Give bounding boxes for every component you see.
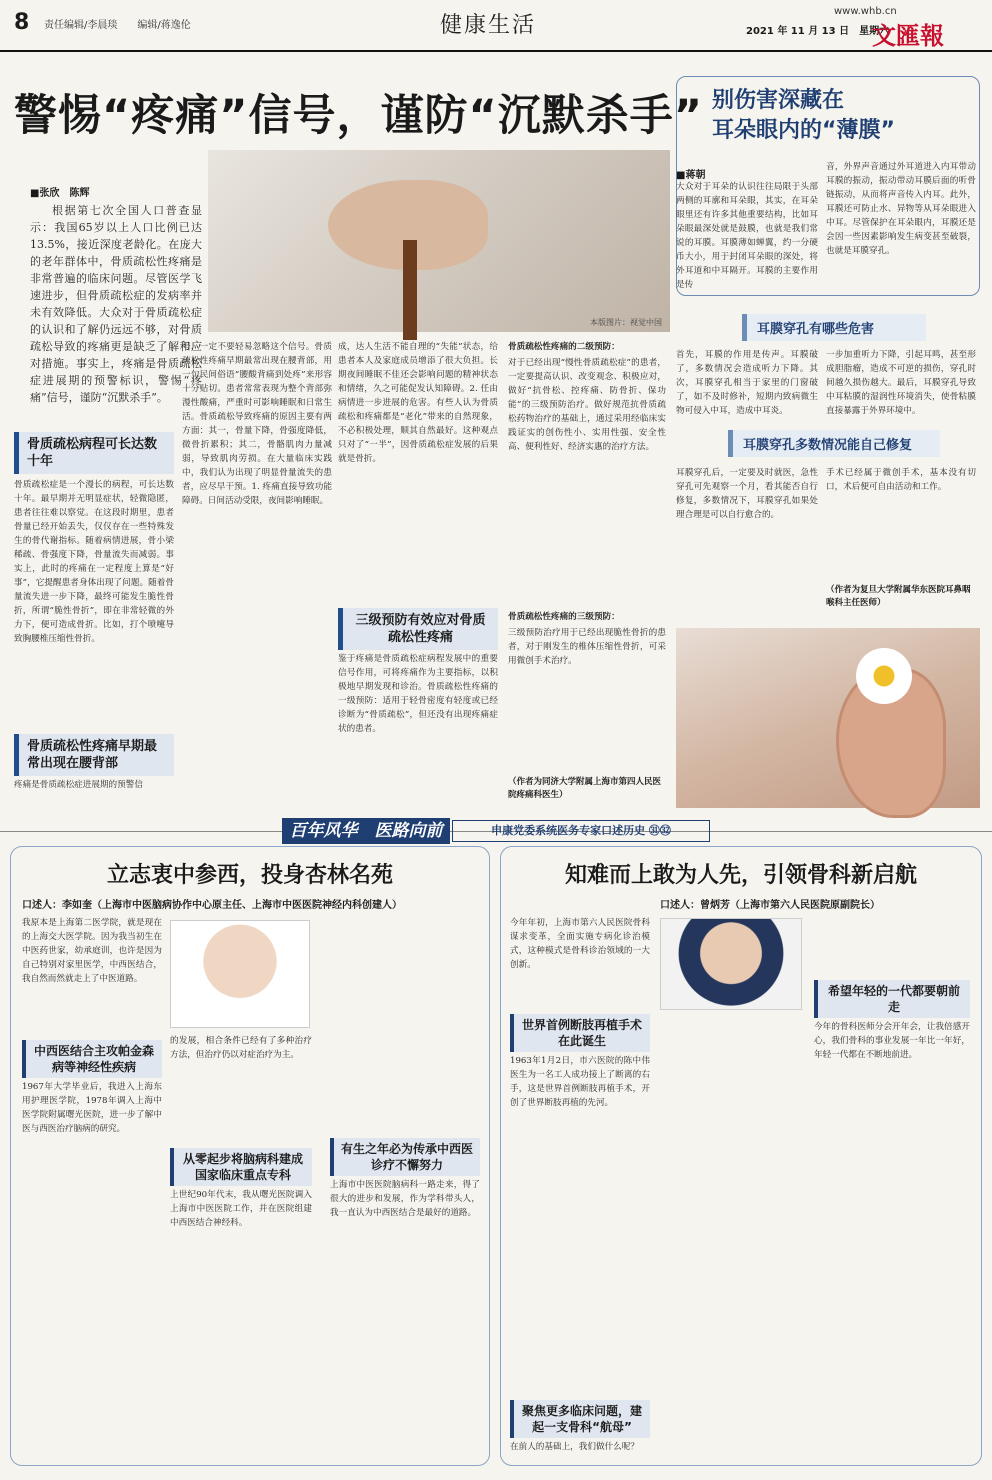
series-banner-title: 百年风华 医路向前	[282, 818, 450, 844]
story-right-subhead2: 聚焦更多临床问题，建起一支骨科“航母”	[510, 1400, 650, 1438]
story-right-text2: 1963年1月2日，市六医院的陈中伟医生为一名工人成功接上了断离的右手，这是世界首例断肢再植手术，开创了世界断肢再植的先河。	[510, 1056, 650, 1108]
page-editors: 责任编辑/李晨琰 编辑/蒋逸伦	[44, 20, 191, 31]
main-byline: ■张欣 陈辉	[30, 188, 90, 199]
col3-text: 成，达人生活不能自理的“失能”状态，给患者本人及家庭成员增添了很大负担。长期夜间睡眠不佳还会影响问题的精神状态和情绪，久之可能促发认知障碍。2. 任由病情进一步进展的危害。有些人认为骨质疏松和疼痛都是“老化”带来的自然现象，不必积极处理，顺其自然最好。这种观点只对了“一半”，因骨质疏松症发展的后果就是骨折。	[338, 342, 498, 464]
daisy-flower-shape	[856, 648, 912, 704]
section-title: 健康生活	[440, 13, 537, 38]
story-left-text1: 我原本是上海第二医学院，就是现在的上海交大医学院。因为我当初生在中医药世家，幼承庭训，也许是因为自己特别对家里医学，中西医结合，我自然而然就走上了中医道路。	[22, 918, 162, 984]
issue-date: 2021 年 11 月 13 日 星期六	[746, 26, 890, 37]
col4-tail: 三级预防治疗用于已经出现脆性骨折的患者，对于刚发生的椎体压缩性骨折，可采用微创手术治疗。	[508, 628, 666, 666]
cane-shaft-shape	[403, 240, 417, 340]
side-harm-text2: 一步加重听力下降，引起耳鸣，甚至形成胆脂瘤，造成不可逆的损伤，穿孔时间越久损伤越大。最后，耳膜穿孔导致中耳粘膜的湿润性环境消失，使骨粘膜直接暴露于外界环境中。	[826, 350, 976, 416]
story-left-text5: 上海市中医医院脑病科一路走来，得了很大的进步和发展，作为学科带头人，我一直认为中西医结合是最好的道路。	[330, 1180, 480, 1218]
story-left-subhead2: 从零起步将脑病科建成国家临床重点专科	[170, 1148, 312, 1186]
story-right-title: 知难而上敢为人先，引领骨科新启航	[564, 862, 917, 888]
story-left-text4: 上世纪90年代末，我从曙光医院调入上海市中医医院工作，并在医院组建中西医结合神经科。	[170, 1190, 312, 1228]
story-left-narrator: 口述人：李如奎（上海市中医脑病协作中心原主任、上海市中医医院神经内科创建人）	[22, 900, 402, 911]
cane-photo	[208, 150, 670, 332]
side-subhead-harm: 耳膜穿孔有哪些危害	[742, 314, 926, 341]
series-banner-subtitle: 申康党委系统医务专家口述历史 ㉛㉜	[452, 820, 710, 842]
subhead-prevention: 三级预防有效应对骨质疏松性疼痛	[338, 608, 498, 650]
subhead-course: 骨质疏松病程可长达数十年	[14, 432, 174, 474]
side-repair-text: 耳膜穿孔后，一定要及时就医，急性穿孔可先观察一个月，看其能否自行修复，多数情况下，耳膜穿孔如果处理合理是可以自行愈合的。	[676, 468, 818, 520]
side-subhead-repair: 耳膜穿孔多数情况能自己修复	[728, 430, 940, 457]
main-credit: （作者为同济大学附属上海市第四人民医院疼痛科医生）	[508, 777, 662, 800]
subhead-lowback: 骨质疏松性疼痛早期最常出现在腰背部	[14, 734, 174, 776]
page-number: 8	[14, 10, 30, 35]
story-right-narrator: 口述人：曾炳芳（上海市第六人民医院原副院长）	[660, 900, 880, 911]
side-title-line1: 别伤害深藏在	[712, 88, 845, 113]
story-left-subhead1: 中西医结合主攻帕金森病等神经性疾病	[22, 1040, 162, 1078]
portrait-li-rukui	[170, 920, 310, 1028]
side-title	[712, 86, 895, 146]
side-byline: ■蒋朝	[676, 170, 706, 181]
story-right-text4: 今年的骨科医师分会开年会，让我倍感开心，我们骨科的事业发展一年比一年好，年轻一代都在不断地前进。	[814, 1022, 970, 1060]
story-left-text3: 的发展，相合条件已经有了多种治疗方法，但治疗仍以对症治疗为主。	[170, 1036, 312, 1060]
col4-head1: 骨质疏松性疼痛的二级预防：	[508, 342, 620, 352]
side-credit: （作者为复旦大学附属华东医院耳鼻咽喉科主任医师）	[826, 585, 971, 608]
newspaper-logo: 文匯報	[872, 21, 944, 50]
side-harm-text: 首先，耳膜的作用是传声。耳膜破了，多数情况会造成听力下降。其次，耳膜穿孔相当于家里的门窗破了，如不及时修补，短期内致病微生物可侵入中耳，造成中耳炎。	[676, 350, 818, 416]
site-url: www.whb.cn	[834, 6, 897, 17]
story-right-text3: 在前人的基础上，我们做什么呢？	[510, 1442, 639, 1452]
col2-text: 号，一定不要轻易忽略这个信号。骨质疏松性疼痛早期最常出现在腰背部，用一句民间俗语“腰酸背痛到处疼”来形容十分贴切。患者常常表现为整个背部弥漫性酸痛，严重时可影响睡眠和日常生活。骨质疏松导致疼痛的原因主要有两方面：其一，骨量下降，骨强度降低，微骨折累积；其二，骨骼肌肉力量减弱，导致肌肉劳损。在大量临床实践中，我们认为出现了明显骨量流失的患者，应尽早干预。1. 疼痛直接导致功能障碍。日间活动受限，夜间影响睡眠。	[182, 342, 332, 506]
portrait-zeng-bingfang	[660, 918, 802, 1010]
side-repair-text2: 手术已经属于微创手术，基本没有切口，术后便可自由活动和工作。	[826, 468, 976, 492]
col1-tail: 疼痛是骨质疏松症进展期的预警信	[14, 780, 143, 790]
col4-text: 对于已经出现“慢性骨质疏松症”的患者，一定要提高认识、改变观念、积极应对，做好“抗骨松、控疼痛、防骨折、保功能”的三级预防治疗。做好规范抗骨质疏松药物治疗的基础上，通过采用经临床实践证实的创伤性小、实用性强、安全性高、便利性好、经济实惠的治疗方法。	[508, 358, 666, 452]
main-headline: 警惕“疼痛”信号，谨防“沉默杀手”	[14, 91, 704, 141]
story-right-text1: 今年年初，上海市第六人民医院骨科谋求变革，全面实施专病化诊治模式，这种模式是骨科诊治领域的一大创新。	[510, 918, 650, 970]
col1-text: 骨质疏松症是一个漫长的病程，可长达数十年。最早期并无明显症状，轻微隐匿，患者往往难以察觉。在这段时期里，患者骨量已经开始丢失，仅仅存在一些特殊发生的骨代谢指标。随着病情进展，骨小梁稀疏、骨强度下降，骨量流失而减弱。事实上，此时的疼痛在一定程度上算是“好事”，它提醒患者身体出现了问题。随着骨量流失进一步下降，最终可能发生脆性骨折，所谓“脆性骨折”，即在非常轻微的外力下，便可造成骨折。比如，打个喷嚏导致胸腰椎压缩性骨折。	[14, 480, 174, 644]
ear-photo	[676, 628, 980, 808]
side-intro-col2: 音，外界声音通过外耳道进入内耳带动耳膜的振动，振动带动耳膜后面的听骨链振动，从而将声音传入内耳。此外，耳膜还可防止水、异物等从耳朵眼进入中耳。尽管保护在耳朵眼内，耳膜还是会因一些因素影响发生病变甚至破裂，也就是耳膜穿孔。	[826, 162, 976, 256]
story-left-title: 立志衷中参西，投身杏林名苑	[106, 862, 393, 888]
side-intro: 大众对于耳朵的认识往往局限于头部两侧的耳廓和耳朵眼，其实，在耳朵眼里还有许多其他重要结构，比如耳朵眼最深处就是鼓膜，也就是我们常说的耳膜。耳膜薄如蝉翼，约一分硬币大小，用于封闭耳朵眼的深处，将外耳道和中耳隔开。耳膜的主要作用是传	[676, 182, 818, 290]
story-left-subhead3: 有生之年必为传承中西医诊疗不懈努力	[330, 1138, 480, 1176]
main-lead: 根据第七次全国人口普查显示：我国65岁以上人口比例已达13.5%，接近深度老龄化。在庞大的老年群体中，骨质疏松性疼痛是非常普遍的临床问题。尽管医学飞速进步，但骨质疏松症的发病率并未有效降低。大众对于骨质疏松症的认识和了解仍远远不够，对骨质疏松导致的疼痛更是缺乏了解和应对措施。事实上，疼痛是骨质疏松症进展期的预警标识，警惕“疼痛”信号，谨防“沉默杀手”。	[30, 204, 202, 404]
photo-caption: 本版图片：视觉中国	[590, 318, 662, 327]
story-right-subhead1: 世界首例断肢再植手术在此诞生	[510, 1014, 650, 1052]
col3-tail: 鉴于疼痛是骨质疏松症病程发展中的重要信号作用，可将疼痛作为主要指标，以积极地早期发现和诊治。骨质疏松性疼痛的一级预防：适用于轻骨密度有轻度或已经诊断为“骨质疏松”，但还没有出现疼痛症状的患者。	[338, 654, 498, 734]
side-title-line2: 耳朵眼内的“薄膜”	[712, 118, 895, 143]
story-left-text2: 1967年大学毕业后，我进入上海东用护理医学院，1978年调入上海中医学院附属曙光医院，进一步了解中医与西医治疗脑病的研究。	[22, 1082, 162, 1134]
story-right-subhead3: 希望年轻的一代都要朝前走	[814, 980, 970, 1018]
col4-head2: 骨质疏松性疼痛的三级预防：	[508, 612, 620, 622]
